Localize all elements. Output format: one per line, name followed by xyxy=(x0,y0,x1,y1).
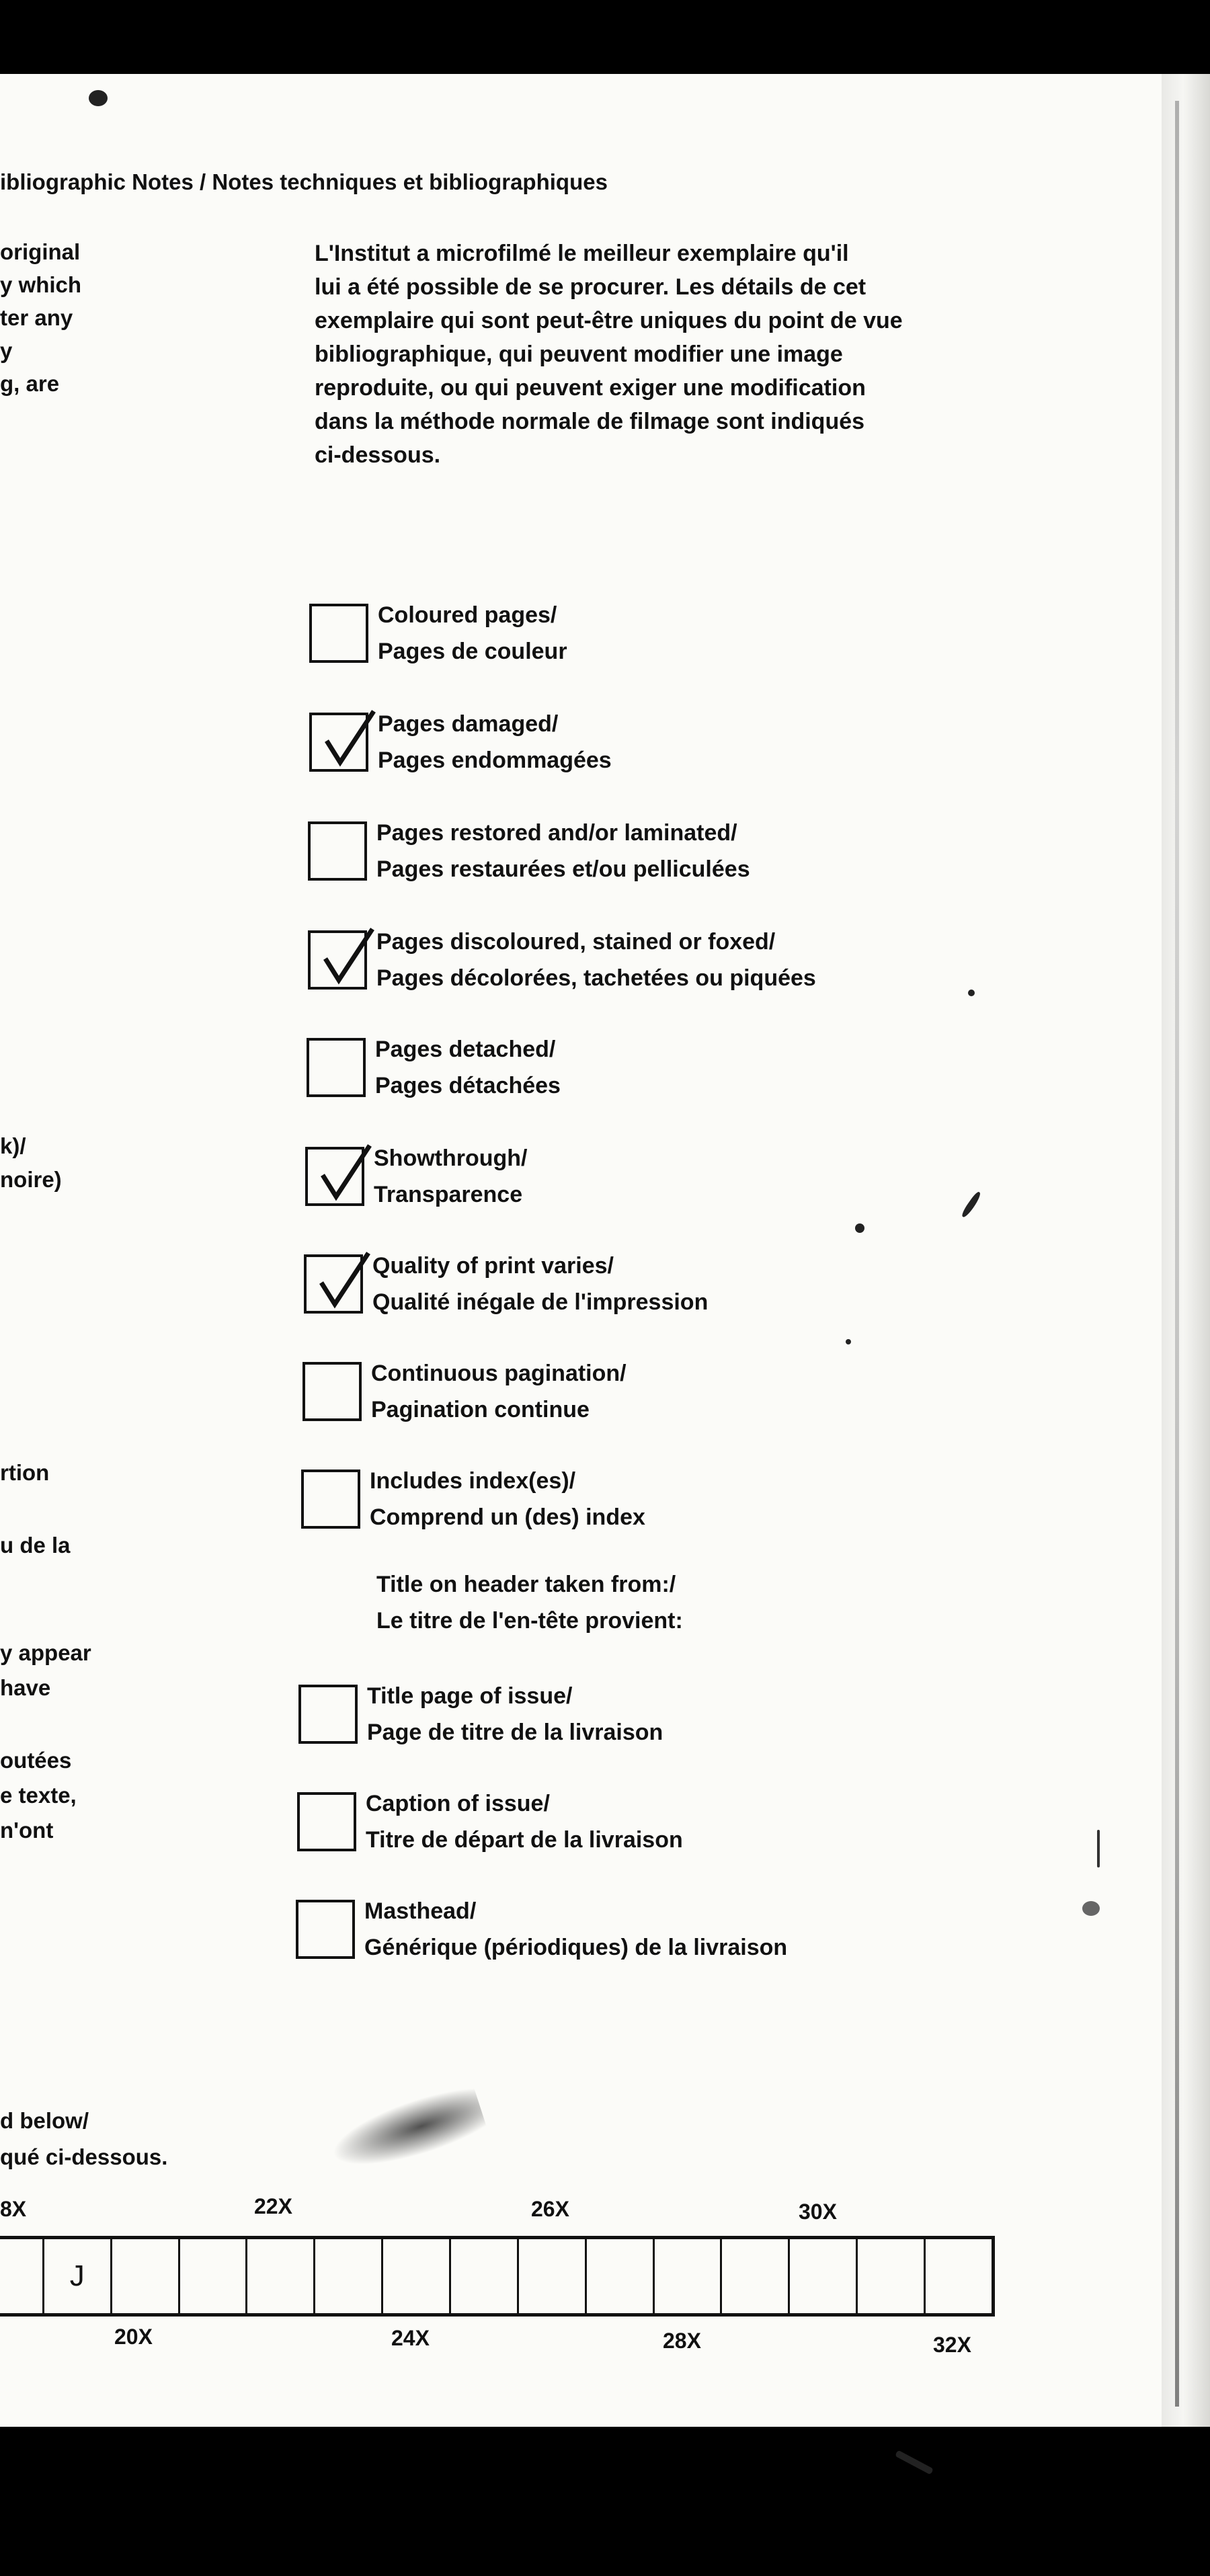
scale-label-top: 30X xyxy=(799,2200,837,2224)
grid-mark: J xyxy=(69,2259,85,2292)
left-fragment: have xyxy=(0,1675,51,1700)
item-label-fr: Qualité inégale de l'impression xyxy=(372,1289,709,1315)
item-label-en: Caption of issue/ xyxy=(366,1791,550,1816)
title-note-fr: Le titre de l'en-tête provient: xyxy=(376,1608,683,1634)
checklist-item-pages-damaged xyxy=(309,706,612,778)
page-edge xyxy=(1162,74,1210,2427)
checkmark-icon xyxy=(311,1140,371,1205)
dust-speck xyxy=(89,90,108,106)
item-label-en: Showthrough/ xyxy=(374,1145,528,1171)
grid-cell xyxy=(722,2239,790,2313)
left-fragment: noire) xyxy=(0,1167,62,1192)
scale-label-bottom: 24X xyxy=(391,2326,430,2350)
checkmark-icon xyxy=(315,706,375,770)
item-label-en: Coloured pages/ xyxy=(378,602,557,628)
item-label-fr: Transparence xyxy=(374,1182,523,1207)
checkbox[interactable] xyxy=(301,1470,360,1529)
checkbox[interactable] xyxy=(304,1254,363,1314)
left-fragment: original xyxy=(0,239,81,264)
item-label-en: Title page of issue/ xyxy=(367,1683,573,1709)
item-label-en: Continuous pagination/ xyxy=(371,1361,627,1386)
item-label-en: Pages damaged/ xyxy=(378,711,559,737)
item-label-en: Pages restored and/or laminated/ xyxy=(376,820,737,846)
item-label-en: Pages detached/ xyxy=(375,1037,556,1062)
left-fragment: k)/ xyxy=(0,1133,26,1158)
item-label-fr: Pages endommagées xyxy=(378,748,612,773)
checklist-item-pages-discoloured xyxy=(308,924,816,996)
left-fragment: u de la xyxy=(0,1533,71,1558)
item-label-fr: Pages de couleur xyxy=(378,639,567,664)
item-label-fr: Titre de départ de la livraison xyxy=(366,1827,683,1853)
dust-speck xyxy=(846,1339,851,1344)
item-label-fr: Générique (périodiques) de la livraison xyxy=(364,1935,788,1960)
grid-cell xyxy=(112,2239,180,2313)
item-label-en: Masthead/ xyxy=(364,1898,477,1924)
checklist-item-quality-of-print xyxy=(304,1248,708,1320)
grid-cell xyxy=(315,2239,383,2313)
checklist-item-continuous-pagination xyxy=(302,1355,627,1428)
checklist-item-pages-restored xyxy=(308,815,750,887)
dust-speck xyxy=(1082,1901,1100,1916)
checklist-item-title-page xyxy=(298,1678,663,1750)
left-fragment: e texte, xyxy=(0,1783,77,1808)
left-fragment: y xyxy=(0,338,13,363)
checklist-item-pages-detached xyxy=(307,1031,561,1104)
item-label-en: Quality of print varies/ xyxy=(372,1253,614,1279)
left-fragment: rtion xyxy=(0,1460,50,1485)
left-fragment: y which xyxy=(0,272,82,297)
checkmark-icon xyxy=(309,1248,370,1312)
checkbox[interactable] xyxy=(307,1038,366,1097)
grid-cell-marked xyxy=(44,2239,112,2313)
grid-cell xyxy=(180,2239,248,2313)
grid-cell xyxy=(383,2239,451,2313)
grid-cell xyxy=(926,2239,992,2313)
left-fragment: outées xyxy=(0,1748,72,1773)
checklist-item-caption xyxy=(297,1785,683,1858)
title-note-en: Title on header taken from:/ xyxy=(376,1572,676,1597)
scale-label-top: 26X xyxy=(531,2197,569,2221)
grid-cell xyxy=(0,2239,44,2313)
left-fragment: ter any xyxy=(0,305,73,330)
scale-label-top: 8X xyxy=(0,2197,27,2221)
scale-label-top: 22X xyxy=(254,2194,292,2218)
checkbox[interactable] xyxy=(296,1900,355,1959)
page-heading: ibliographic Notes / Notes techniques et bibliographiques xyxy=(0,169,608,194)
left-fragment: g, are xyxy=(0,371,60,396)
checklist-item-coloured-pages xyxy=(309,597,567,670)
scale-label-bottom: 32X xyxy=(933,2333,971,2357)
item-label-fr: Comprend un (des) index xyxy=(370,1504,645,1530)
checkbox[interactable] xyxy=(305,1147,364,1206)
grid-cell xyxy=(790,2239,858,2313)
checkbox[interactable] xyxy=(297,1792,356,1851)
checklist-item-showthrough xyxy=(305,1140,528,1213)
item-label-fr: Pagination continue xyxy=(371,1397,590,1422)
reduction-ratio-grid xyxy=(0,2236,995,2317)
left-fragment: y appear xyxy=(0,1640,91,1665)
grid-cell xyxy=(655,2239,723,2313)
grid-cell xyxy=(451,2239,519,2313)
checklist-item-includes-index xyxy=(301,1463,645,1535)
checkbox[interactable] xyxy=(308,821,367,881)
item-label-en: Pages discoloured, stained or foxed/ xyxy=(376,929,776,955)
item-label-fr: Page de titre de la livraison xyxy=(367,1720,663,1745)
scan-border xyxy=(0,2427,1210,2576)
left-fragment: qué ci-dessous. xyxy=(0,2144,168,2169)
title-on-header-note xyxy=(376,1566,683,1639)
grid-cell xyxy=(858,2239,926,2313)
item-label-fr: Pages restaurées et/ou pelliculées xyxy=(376,856,750,882)
scale-label-bottom: 20X xyxy=(114,2325,153,2349)
checkmark-icon xyxy=(313,924,374,988)
intro-paragraph: L'Institut a microfilmé le meilleur exemplaire qu'il lui a été possible de se procurer. Les détails de cet exemplaire qui sont peut-être uniques du point de vue bibliographique, qui peuvent modifier une image reproduite, ou qui peuvent exiger une modification dans la méthode normale de filmage sont indiqués ci-dessous. xyxy=(315,241,903,468)
checkbox[interactable] xyxy=(302,1362,362,1421)
checkbox[interactable] xyxy=(298,1685,358,1744)
dust-speck xyxy=(855,1223,864,1233)
checklist-item-masthead xyxy=(296,1893,787,1966)
checkbox[interactable] xyxy=(309,713,368,772)
left-fragment: n'ont xyxy=(0,1818,54,1843)
item-label-fr: Pages décolorées, tachetées ou piquées xyxy=(376,965,816,991)
dust-speck xyxy=(1097,1830,1100,1867)
grid-cell xyxy=(247,2239,315,2313)
left-fragment: d below/ xyxy=(0,2108,89,2133)
checkbox[interactable] xyxy=(309,604,368,663)
grid-cell xyxy=(587,2239,655,2313)
dust-speck xyxy=(968,990,975,996)
checkbox[interactable] xyxy=(308,930,367,990)
item-label-en: Includes index(es)/ xyxy=(370,1468,576,1494)
item-label-fr: Pages détachées xyxy=(375,1073,561,1098)
scale-label-bottom: 28X xyxy=(663,2329,701,2353)
grid-cell xyxy=(519,2239,587,2313)
